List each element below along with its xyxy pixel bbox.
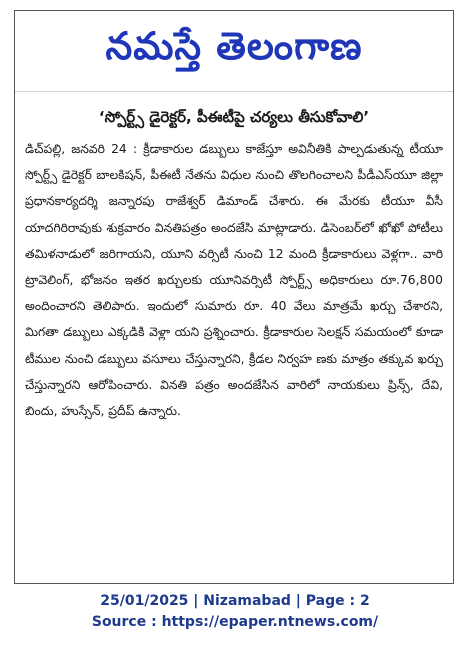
article-headline: ‘స్పోర్ట్స్ డైరెక్టర్, పీఈటీపై చర్యలు తీసుకోవాలి’ (98, 108, 370, 126)
dateline: 25/01/2025 | Nizamabad | Page : 2 (100, 593, 370, 609)
article-body: డిచ్‌పల్లి, జనవరి 24 : క్రీడాకారుల డబ్బులు కాజేస్తూ అవినీతికి పాల్పడుతున్న టీయూ స్పోర్ట్స్ డైరెక్టర్ బాలకిషన్, పీఈటీ నేతను విధుల నుంచి తొలగించాలని పీడీఎస్‌యూ జిల్లా ప్రధానకార్యదర్శి జన్నారపు రాజేశ్వర్ డిమాండ్ చేశారు. ఈ మేరకు టీయూ వీసీ యాదగిరిరావుకు శుక్రవారం వినతిపత్రం అందజేసి మాట్లాడారు. డిసెంబర్‌లో ఖోఖో పోటీలు తమిళనాడులో జరిగాయని, యూని వర్సిటీ నుంచి 12 మంది క్రీడాకారులు వెళ్లగా.. వారి ట్రావెలింగ్, భోజనం ఇతర ఖర్చులకు యూనివర్సిటీ స్పోర్ట్స్ అధికారులు రూ.76,800 అందించారని తెలిపారు. ఇందులో సుమారు రూ. 40 వేలు మాత్రమే ఖర్చు చేశారని, మిగతా డబ్బులు ఎక్కడికి వెళ్లా యని ప్రశ్నించారు. క్రీడాకారుల సెలక్షన్ సమయంలో కూడా టీముల నుంచి డబ్బులు వసూలు చేస్తున్నారని, క్రీడల నిర్వహ ణకు మాత్రం తక్కువ ఖర్చు చేస్తున్నారని ఆరోపించారు. వినతి పత్రం అందజేసిన వారిలో నాయకులు ప్రిన్స్, దేవి, బిందు, హుస్సేన్, ప్రదీప్ ఉన్నారు. (25, 142, 443, 419)
source-line: Source : https://epaper.ntnews.com/ (91, 614, 379, 630)
clipping-frame (14, 10, 454, 584)
masthead (15, 11, 453, 92)
article-clipping (15, 92, 453, 424)
newspaper-logo: నమస్తే తెలంగాణ (105, 24, 363, 68)
